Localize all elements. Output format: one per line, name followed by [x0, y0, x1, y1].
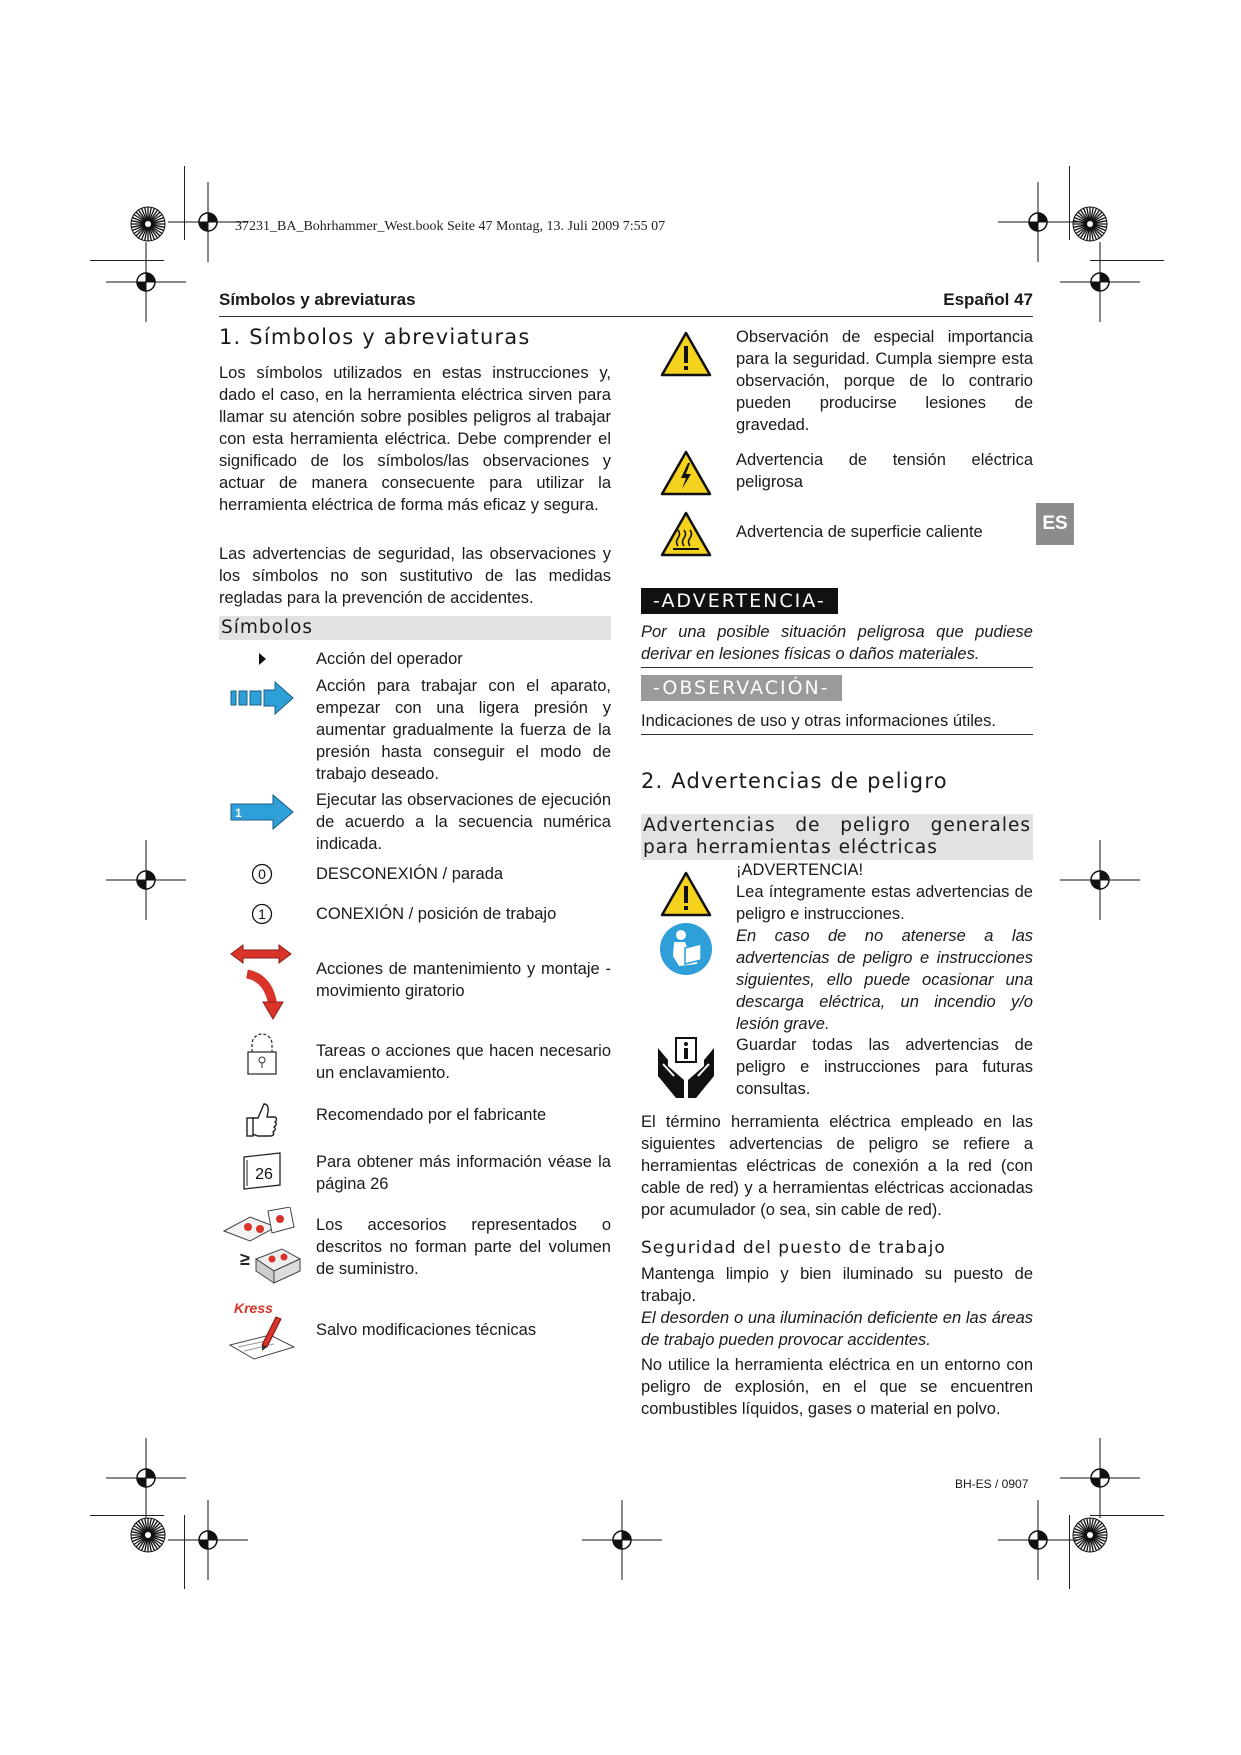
symbol-text: DESCONEXIÓN / parada: [316, 865, 504, 883]
symbol-text: Los accesorios representados o descritos no forman parte del volumen de suministro.: [316, 1216, 611, 1278]
section1-title: 1. Símbolos y abreviaturas: [219, 325, 531, 349]
symbol-text: Recomendado por el fabricante: [316, 1106, 547, 1124]
warning-icon-text: Advertencia de superficie caliente: [736, 523, 983, 541]
workplace-paragraph-1: Mantenga limpio y bien iluminado su puesto de trabajo.: [641, 1265, 1033, 1305]
arrow-number: 1: [234, 806, 242, 820]
header-rule: [219, 316, 1033, 317]
keep-instructions-icon: [641, 1036, 731, 1100]
keep-instructions-text: Guardar todas las advertencias de peligro e instrucciones para futuras consultas.: [736, 1036, 1033, 1098]
symbol-row: [219, 648, 611, 670]
circled-zero-label: 0: [257, 866, 266, 882]
rotation-arrows-icon: [219, 944, 304, 1020]
advertencia-label: -ADVERTENCIA-: [641, 588, 838, 614]
section1-paragraph-1: Los símbolos utilizados en estas instrucciones y, dado el caso, en la herramienta eléctrica sirven para llamar su atención sobre posibles peligros al trabajar con esta herramienta eléctrica. Debe comprender el significado de los símbolos/las observaciones y actuar de manera consecuente para utilizar la herramienta eléctrica de forma más eficaz y segura.: [219, 364, 611, 514]
observacion-text: Indicaciones de uso y otras informaciones útiles.: [641, 712, 996, 730]
symbol-row: [219, 863, 611, 887]
section2-title: 2. Advertencias de peligro: [641, 769, 948, 793]
circled-one-label: 1: [257, 906, 266, 922]
simbolos-heading: Símbolos: [219, 616, 611, 640]
advertencia-rule: [641, 667, 1033, 668]
svg-text:≥: ≥: [239, 1249, 250, 1269]
language-tab: ES: [1036, 503, 1074, 545]
numbered-arrow-icon: [219, 793, 304, 831]
workplace-italic: El desorden o una iluminación deficiente en las áreas de trabajo pueden provocar accidentes.: [641, 1309, 1033, 1349]
kress-pen-icon: [219, 1299, 304, 1369]
section2-subheading: Advertencias de peligro generales para herramientas eléctricas: [643, 815, 1031, 858]
symbol-row: [219, 903, 611, 927]
book-page-number: 26: [254, 1166, 273, 1183]
warning-text: Lea íntegramente estas advertencias de peligro e instrucciones.: [736, 883, 1033, 923]
running-header-right: Español 47: [943, 290, 1033, 309]
workplace-heading: Seguridad del puesto de trabajo: [641, 1238, 946, 1258]
observacion-label: -OBSERVACIÓN-: [641, 675, 842, 701]
advertencia-text: Por una posible situación peligrosa que pudiese derivar en lesiones físicas o daños materiales.: [641, 623, 1033, 663]
symbol-text: CONEXIÓN / posición de trabajo: [316, 905, 557, 923]
symbol-row: [219, 1299, 611, 1369]
warning-triangle-icon: [641, 870, 731, 918]
warning-icon-row: [641, 510, 1033, 562]
warning-title: ¡ADVERTENCIA!: [736, 861, 864, 879]
footer-code: BH-ES / 0907: [955, 1477, 1029, 1491]
circled-one-icon: [219, 903, 304, 925]
warning-italic-text: En caso de no atenerse a las advertencias de peligro e instrucciones siguientes, ello puede ocasionar una descarga eléctrica, un incendio y/o lesión grave.: [736, 927, 1033, 1033]
warning-triangle-icon: [641, 330, 731, 378]
symbol-row: [219, 944, 611, 1022]
warning-icon-row: [641, 449, 1033, 501]
observacion-banner: [641, 675, 842, 701]
section1-paragraph-2: Las advertencias de seguridad, las observaciones y los símbolos no son sustitutivo de las medidas regladas para la prevención de accidentes.: [219, 545, 611, 607]
symbol-row: [219, 1100, 611, 1142]
symbol-row: [219, 675, 611, 785]
thumbs-up-icon: [219, 1100, 304, 1140]
symbol-text: Acción del operador: [316, 650, 463, 668]
symbol-row: [219, 789, 611, 857]
workplace-paragraph-2: No utilice la herramienta eléctrica en un entorno con peligro de explosión, en el que se encuentren combustibles líquidos, gases o material en polvo.: [641, 1356, 1033, 1418]
symbol-text: Acción para trabajar con el aparato, empezar con una ligera presión y aumentar gradualmente la fuerza de la presión hasta conseguir el modo de trabajo deseado.: [316, 677, 611, 783]
warning-icons-group: [641, 870, 731, 976]
symbol-text: Tareas o acciones que hacen necesario un enclavamiento.: [316, 1042, 611, 1082]
observacion-rule: [641, 734, 1033, 735]
hot-surface-icon: [641, 510, 731, 558]
accessories-icon: [219, 1207, 304, 1285]
arrow-triangle-icon: [219, 652, 304, 666]
read-manual-icon: [641, 922, 731, 976]
term-paragraph: El término herramienta eléctrica empleado en las siguientes advertencias de peligro se refiere a herramientas eléctricas de conexión a la red (con cable de red) y a herramientas eléctricas accionadas por acumulador (o sea, sin cable de red).: [641, 1113, 1033, 1219]
symbol-row: [219, 1032, 611, 1084]
electric-hazard-icon: [641, 449, 731, 497]
symbol-text: Para obtener más información véase la página 26: [316, 1153, 611, 1193]
warning-icon-text: Observación de especial importancia para la seguridad. Cumpla siempre esta observación, porque de lo contrario pueden producirse lesiones de gravedad.: [736, 328, 1033, 434]
running-header-left: Símbolos y abreviaturas: [219, 290, 416, 309]
symbol-text: Ejecutar las observaciones de ejecución de acuerdo a la secuencia numérica indicada.: [316, 791, 611, 853]
kress-logo: Kress: [233, 1300, 273, 1316]
book-page-icon: [219, 1151, 304, 1191]
advertencia-banner: [641, 588, 838, 614]
padlock-icon: [219, 1032, 304, 1076]
symbol-text: Salvo modificaciones técnicas: [316, 1321, 537, 1339]
book-line: 37231_BA_Bohrhammer_West.book Seite 47 Montag, 13. Juli 2009 7:55 07: [235, 219, 666, 234]
warning-icon-text: Advertencia de tensión eléctrica peligrosa: [736, 451, 1033, 491]
symbol-row: [219, 1151, 611, 1201]
circled-zero-icon: [219, 863, 304, 885]
warning-icon-row: [641, 326, 1033, 438]
symbol-row: [219, 1207, 611, 1287]
segmented-arrow-icon: [219, 681, 304, 715]
symbol-text: Acciones de mantenimiento y montaje - movimiento giratorio: [316, 960, 611, 1000]
